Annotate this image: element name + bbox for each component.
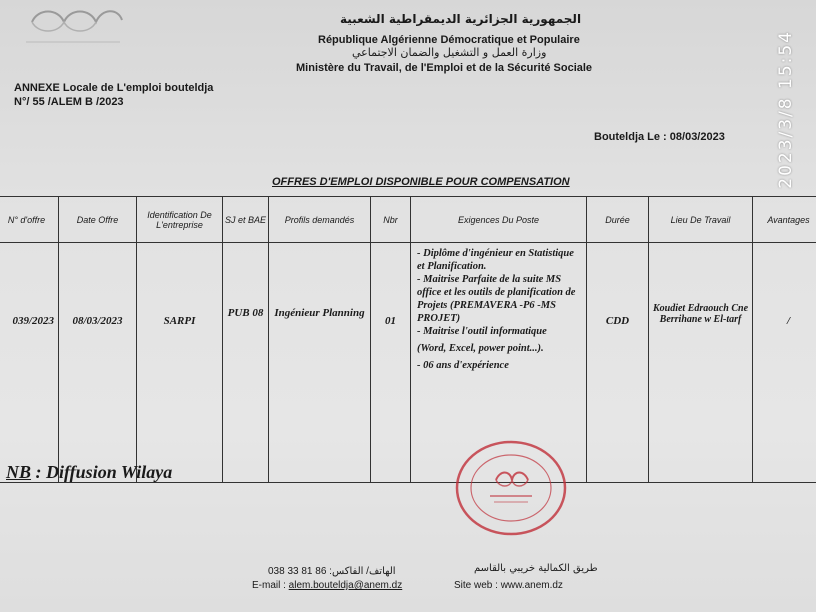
header-location: Lieu De Travail [649, 197, 753, 243]
official-stamp [452, 438, 570, 538]
header-duration: Durée [587, 197, 649, 243]
cell-offer-no: 039/2023 [0, 243, 59, 483]
cell-date: 08/03/2023 [59, 243, 137, 483]
cell-benefits: / [753, 243, 816, 483]
cell-sj-bae: PUB 08 [223, 243, 269, 483]
header-sj-bae: SJ et BAE [223, 197, 269, 243]
footer-website[interactable]: Site web : www.anem.dz [454, 580, 563, 591]
photo-timestamp: 2023/3/8 15:54 [776, 30, 796, 189]
header-arabic-republic: الجمهورية الجزائرية الديمقراطية الشعبية [340, 12, 582, 26]
requirement-item: - Maitrise Parfaite de la suite MS office et les outils de planification de Projets (PREMAVERA -P6 -MS PROJET) [417, 274, 576, 324]
cell-profile: Ingénieur Planning [269, 243, 371, 483]
offers-title: OFFRES D'EMPLOI DISPONIBLE POUR COMPENSATION [272, 176, 570, 188]
header-republic-fr: République Algérienne Démocratique et Populaire [318, 34, 580, 46]
agency-logo [18, 4, 128, 48]
footer-email-label: E-mail : [252, 580, 289, 591]
header-profile: Profils demandés [269, 197, 371, 243]
header-date: Date Offre [59, 197, 137, 243]
requirement-item: - Diplôme d'ingénieur en Statistique et Planification. [417, 248, 574, 272]
requirement-item: - Maitrise l'outil informatique [417, 326, 547, 337]
header-nbr: Nbr [371, 197, 411, 243]
cell-location: Koudiet Edraouch Cne Berrihane w El-tarf [649, 243, 753, 483]
table-header-row [0, 197, 816, 243]
footer-email-link[interactable]: alem.bouteldja@anem.dz [288, 580, 403, 591]
requirement-item: (Word, Excel, power point...). [417, 343, 544, 354]
note-label: NB [6, 462, 32, 482]
footer-email-line [252, 580, 402, 591]
header-benefits: Avantages [753, 197, 816, 243]
cell-duration: CDD [587, 243, 649, 483]
footer-address: طريق الكمالية خريبي بالقاسم [474, 563, 598, 574]
header-requirements: Exigences Du Poste [411, 197, 587, 243]
header-arabic-ministry: وزارة العمل و التشغيل والضمان الاجتماعي [352, 46, 547, 59]
footer-phone: الهاتف/ الفاكس: 86 81 33 038 [268, 566, 396, 577]
header-ministry-fr: Ministère du Travail, de l'Emploi et de la Sécurité Sociale [296, 62, 593, 74]
agency-annexe: ANNEXE Locale de L'emploi bouteldja [14, 82, 214, 94]
cell-nbr: 01 [371, 243, 411, 483]
note-diffusion [6, 462, 172, 483]
note-text: : Diffusion Wilaya [31, 462, 173, 482]
document-date: Bouteldja Le : 08/03/2023 [594, 131, 725, 143]
header-company: Identification De L'entreprise [137, 197, 223, 243]
header-offer-no: N° d'offre [0, 197, 59, 243]
requirement-item: - 06 ans d'expérience [417, 360, 509, 371]
cell-company: SARPI [137, 243, 223, 483]
reference-number: N°/ 55 /ALEM B /2023 [14, 96, 124, 108]
offers-table [0, 196, 816, 483]
table-row [0, 243, 816, 483]
